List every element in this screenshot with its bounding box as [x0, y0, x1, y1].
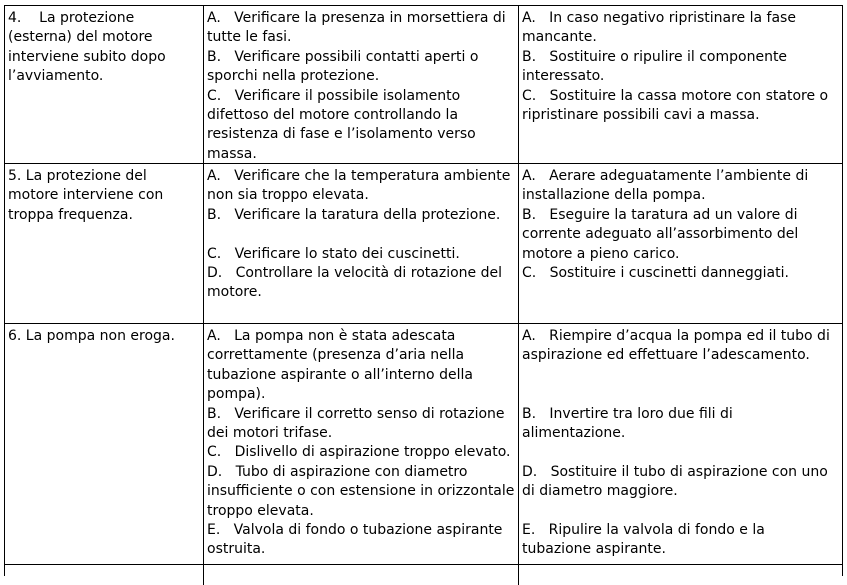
check-line: A. Verificare che la temperatura ambiente: [207, 168, 511, 184]
check-line: [207, 225, 514, 244]
remedy-line: installazione della pompa.: [522, 187, 706, 204]
remedy-line: [522, 366, 838, 385]
checks-cell: [204, 164, 519, 323]
check-line: D. Controllare la velocità di rotazione del: [207, 264, 502, 281]
remedy-line: A. Aerare adeguatamente l’ambiente di: [522, 168, 809, 184]
check-line: tutte le fasi.: [207, 29, 292, 46]
check-line: D. Tubo di aspirazione con diametro: [207, 463, 468, 480]
remedy-line: aspirazione ed effettuare l’adescamento.: [522, 347, 810, 364]
remedies-cell: [519, 565, 842, 585]
problem-line: l’avviamento.: [8, 68, 104, 85]
remedy-line: [522, 443, 838, 462]
remedy-line: [522, 385, 838, 404]
check-line: massa.: [207, 145, 257, 162]
check-line: motore.: [207, 284, 262, 301]
remedy-line: motore a pieno carico.: [522, 245, 680, 262]
problem-cell: [5, 565, 204, 585]
checks-cell: [204, 565, 519, 585]
remedy-line: A. In caso negativo ripristinare la fase: [522, 10, 796, 26]
check-line: insufficiente o con estensione in orizzontale: [207, 483, 515, 500]
checks-cell: [204, 6, 519, 163]
check-line: tubazione aspirante o all’interno della: [207, 366, 473, 383]
remedy-line: alimentazione.: [522, 424, 626, 441]
problem-cell: [5, 6, 204, 163]
check-line: difettoso del motore controllando la: [207, 106, 459, 123]
check-line: correttamente (presenza d’aria nella: [207, 347, 465, 364]
check-line: C. Verificare lo stato dei cuscinetti.: [207, 245, 460, 262]
check-line: A. Verificare la presenza in morsettiera di: [207, 10, 506, 26]
problem-line: 4. La protezione: [8, 10, 135, 26]
table-row: [5, 164, 842, 324]
problem-line: 5. La protezione del: [8, 168, 147, 184]
problem-line: motore interviene con: [8, 187, 164, 204]
check-line: A. La pompa non è stata adescata: [207, 328, 456, 344]
checks-cell: [204, 324, 519, 564]
remedy-line: E. Ripulire la valvola di fondo e la: [522, 521, 765, 538]
remedy-line: D. Sostituire il tubo di aspirazione con uno: [522, 463, 828, 480]
problem-line: troppa frequenza.: [8, 206, 133, 223]
check-line: B. Verificare la taratura della protezione.: [207, 206, 501, 223]
table-row: [5, 6, 842, 164]
check-line: B. Verificare il corretto senso di rotazione: [207, 405, 505, 422]
remedy-line: B. Sostituire o ripulire il componente: [522, 48, 788, 65]
table-row-partial: [5, 565, 842, 585]
remedy-line: di diametro maggiore.: [522, 483, 678, 500]
check-line: ostruita.: [207, 541, 266, 558]
check-line: dei motori trifase.: [207, 424, 333, 441]
remedy-line: ripristinare possibili cavi a massa.: [522, 106, 760, 123]
check-line: sporchi nella protezione.: [207, 68, 380, 85]
problem-line: 6. La pompa non eroga.: [8, 328, 175, 344]
remedy-line: tubazione aspirante.: [522, 541, 666, 558]
check-line: C. Dislivello di aspirazione troppo elevato.: [207, 444, 511, 461]
check-line: E. Valvola di fondo o tubazione aspirante: [207, 521, 503, 538]
remedy-line: B. Invertire tra loro due fili di: [522, 405, 733, 422]
remedies-cell: [519, 6, 842, 163]
check-line: non sia troppo elevata.: [207, 187, 369, 204]
remedy-line: A. Riempire d’acqua la pompa ed il tubo di: [522, 328, 830, 344]
troubleshooting-table: [4, 5, 843, 576]
check-line: troppo elevata.: [207, 502, 314, 519]
problem-cell: [5, 324, 204, 564]
table-row: [5, 324, 842, 565]
problem-cell: [5, 164, 204, 323]
check-line: resistenza di fase e l’isolamento verso: [207, 126, 476, 143]
remedy-line: C. Sostituire i cuscinetti danneggiati.: [522, 264, 789, 281]
check-line: pompa).: [207, 386, 266, 403]
check-line: C. Verificare il possibile isolamento: [207, 87, 461, 104]
problem-line: interviene subito dopo: [8, 48, 166, 65]
remedy-line: interessato.: [522, 68, 605, 85]
remedy-line: B. Eseguire la taratura ad un valore di: [522, 206, 798, 223]
remedy-line: [522, 502, 838, 521]
remedy-line: corrente adeguato all’assorbimento del: [522, 226, 799, 243]
remedy-line: mancante.: [522, 29, 597, 46]
remedy-line: C. Sostituire la cassa motore con statore o: [522, 87, 829, 104]
check-line: B. Verificare possibili contatti aperti o: [207, 48, 479, 65]
remedies-cell: [519, 324, 842, 564]
problem-line: (esterna) del motore: [8, 29, 153, 46]
remedies-cell: [519, 164, 842, 323]
